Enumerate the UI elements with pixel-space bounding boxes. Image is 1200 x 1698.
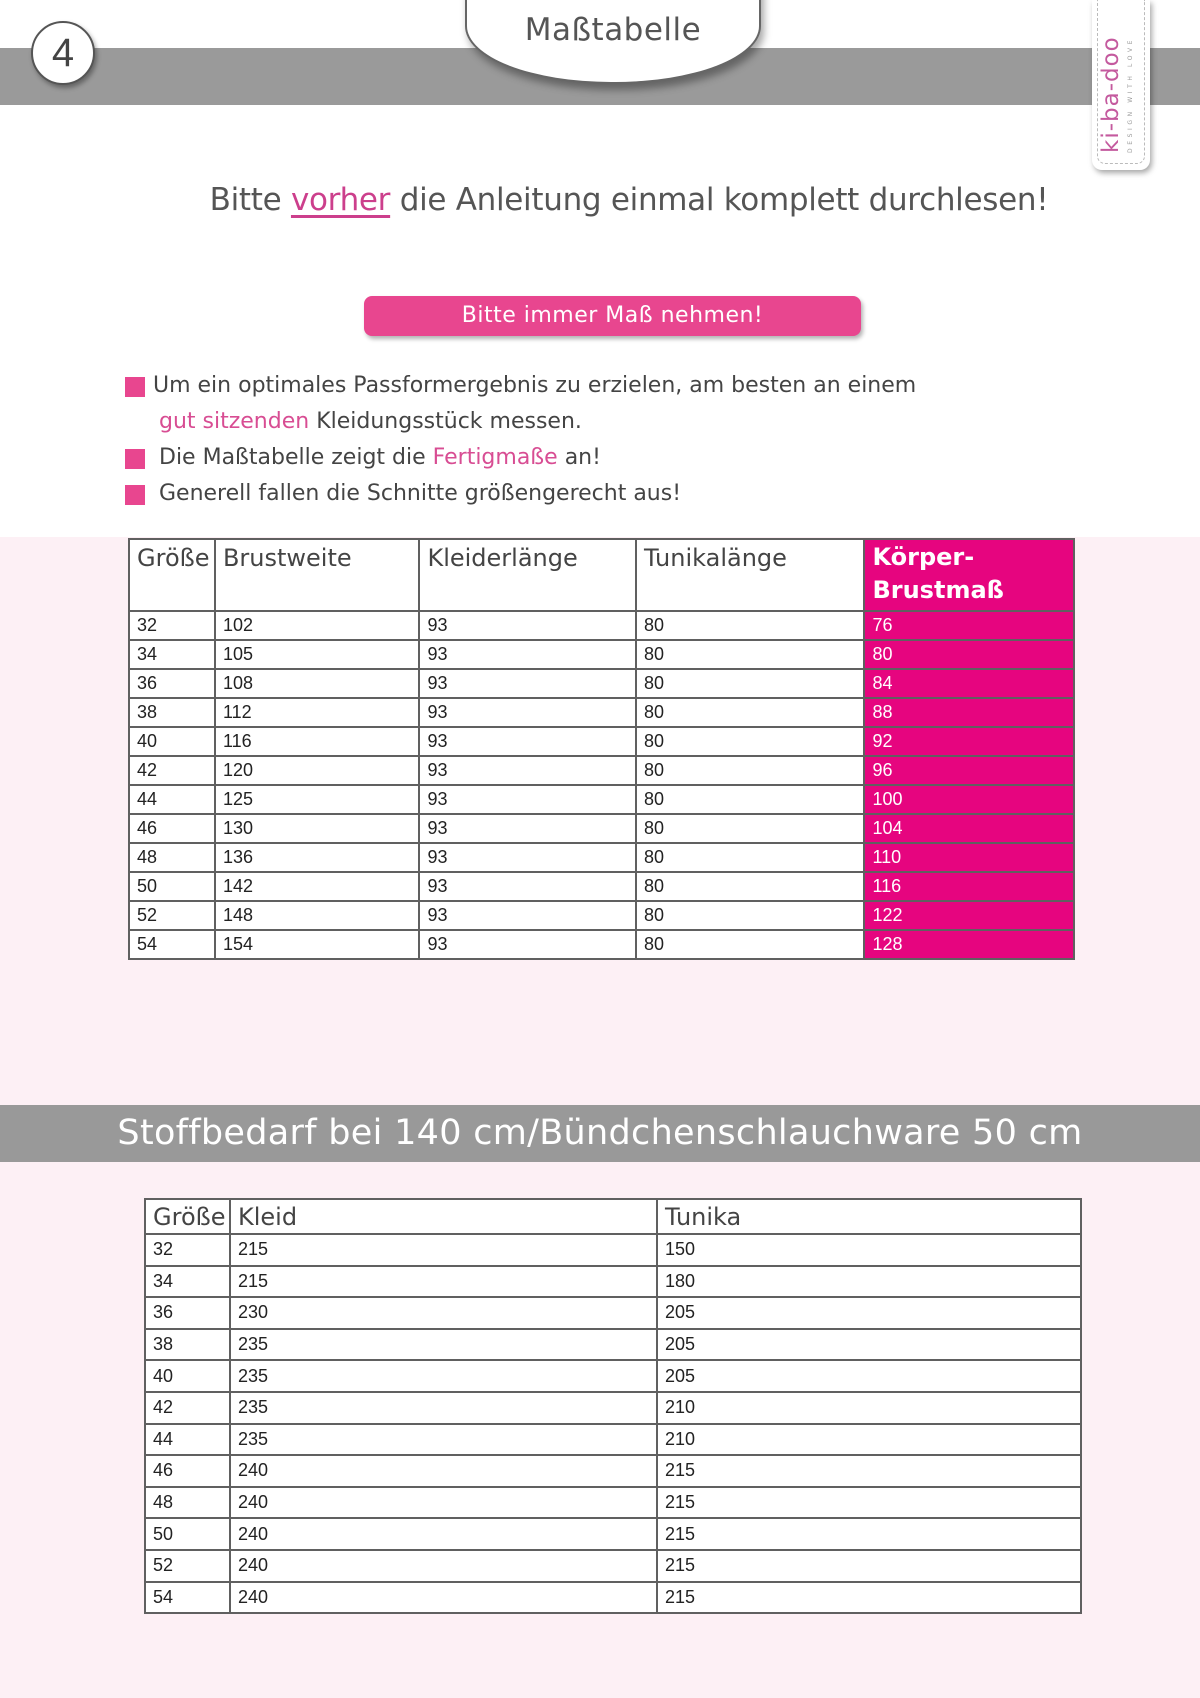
- table-cell: 80: [636, 669, 864, 698]
- tip-text: an!: [564, 445, 601, 470]
- table-cell: 80: [636, 698, 864, 727]
- header-cell: Brustweite: [215, 539, 420, 611]
- table-cell: 34: [145, 1266, 230, 1298]
- table-cell: 150: [657, 1234, 1081, 1266]
- table-cell: 46: [129, 814, 215, 843]
- table-row: [129, 901, 1074, 930]
- table-cell: 215: [230, 1266, 657, 1298]
- header-line: Brustmaß: [872, 576, 1004, 604]
- table-cell: 93: [419, 872, 636, 901]
- tip-highlight: Fertigmaße: [432, 445, 558, 470]
- table-row: [145, 1266, 1081, 1298]
- intro-suffix: die Anleitung einmal komplett durchlesen!: [399, 182, 1049, 218]
- table-cell: 205: [657, 1360, 1081, 1392]
- table-cell: 42: [145, 1392, 230, 1424]
- table-cell: 93: [419, 756, 636, 785]
- table-cell: 50: [129, 872, 215, 901]
- table-row: [129, 785, 1074, 814]
- table-cell: 54: [145, 1582, 230, 1614]
- table-cell: 38: [129, 698, 215, 727]
- table-cell: 93: [419, 640, 636, 669]
- page-number-badge: 4: [31, 21, 95, 85]
- table-cell: 116: [215, 727, 420, 756]
- fabric-table: [144, 1198, 1082, 1614]
- table-cell: 80: [864, 640, 1074, 669]
- table-cell: 112: [215, 698, 420, 727]
- table-cell: 110: [864, 843, 1074, 872]
- table-cell: 215: [657, 1455, 1081, 1487]
- header-cell-body-chest: [864, 539, 1074, 611]
- table-cell: 93: [419, 698, 636, 727]
- table-row: [129, 669, 1074, 698]
- header-line: Körper-: [872, 543, 975, 571]
- fabric-table-header: [145, 1199, 1081, 1234]
- table-row: [145, 1360, 1081, 1392]
- intro-highlight: vorher: [290, 182, 391, 218]
- table-cell: 235: [230, 1392, 657, 1424]
- table-cell: 92: [864, 727, 1074, 756]
- table-cell: 80: [636, 756, 864, 785]
- table-cell: 93: [419, 901, 636, 930]
- table-cell: 240: [230, 1455, 657, 1487]
- table-cell: 96: [864, 756, 1074, 785]
- table-cell: 93: [419, 727, 636, 756]
- table-cell: 128: [864, 930, 1074, 959]
- table-row: [129, 727, 1074, 756]
- table-row: [145, 1487, 1081, 1519]
- table-cell: 154: [215, 930, 420, 959]
- tip-text: Kleidungsstück messen.: [316, 409, 582, 434]
- table-cell: 76: [864, 611, 1074, 640]
- table-cell: 125: [215, 785, 420, 814]
- bullet-square-icon: [125, 377, 145, 397]
- table-cell: 240: [230, 1487, 657, 1519]
- table-cell: 46: [145, 1455, 230, 1487]
- header-cell: Größe: [129, 539, 215, 611]
- table-row: [145, 1234, 1081, 1266]
- table-cell: 235: [230, 1360, 657, 1392]
- intro-prefix: Bitte: [209, 182, 282, 218]
- table-cell: 80: [636, 872, 864, 901]
- table-cell: 230: [230, 1297, 657, 1329]
- table-cell: 116: [864, 872, 1074, 901]
- table-cell: 38: [145, 1329, 230, 1361]
- table-cell: 93: [419, 785, 636, 814]
- bullet-square-icon: [125, 449, 145, 469]
- table-cell: 240: [230, 1550, 657, 1582]
- fabric-section-title: Stoffbedarf bei 140 cm/Bündchenschlauchware 50 cm: [0, 1105, 1200, 1162]
- table-row: [129, 756, 1074, 785]
- intro-headline: [0, 182, 1200, 218]
- table-row: [129, 814, 1074, 843]
- brand-logo: ki-ba-doo: [1098, 36, 1124, 153]
- table-cell: 130: [215, 814, 420, 843]
- table-cell: 102: [215, 611, 420, 640]
- table-cell: 48: [129, 843, 215, 872]
- tip-highlight: gut sitzenden: [159, 409, 310, 434]
- tip-text: Die Maßtabelle zeigt die: [159, 445, 426, 470]
- size-table-header: [129, 539, 1074, 611]
- table-cell: 52: [145, 1550, 230, 1582]
- table-row: [145, 1518, 1081, 1550]
- table-cell: 93: [419, 930, 636, 959]
- table-cell: 44: [129, 785, 215, 814]
- tip-item: [125, 476, 1125, 512]
- tip-item: [125, 368, 1125, 440]
- header-cell: Kleid: [230, 1199, 657, 1234]
- table-cell: 80: [636, 843, 864, 872]
- table-cell: 120: [215, 756, 420, 785]
- table-cell: 210: [657, 1392, 1081, 1424]
- tip-text: Um ein optimales Passformergebnis zu erzielen, am besten an einem: [153, 373, 917, 398]
- table-row: [145, 1550, 1081, 1582]
- size-table: [128, 538, 1075, 960]
- header-cell: Tunika: [657, 1199, 1081, 1234]
- table-cell: 93: [419, 843, 636, 872]
- table-cell: 215: [657, 1487, 1081, 1519]
- table-row: [145, 1424, 1081, 1456]
- table-row: [129, 872, 1074, 901]
- table-cell: 93: [419, 814, 636, 843]
- table-cell: 104: [864, 814, 1074, 843]
- header-cell: Tunikalänge: [636, 539, 864, 611]
- table-cell: 142: [215, 872, 420, 901]
- tip-item: [125, 440, 1125, 476]
- table-cell: 136: [215, 843, 420, 872]
- table-cell: 215: [657, 1582, 1081, 1614]
- table-cell: 32: [145, 1234, 230, 1266]
- table-cell: 88: [864, 698, 1074, 727]
- table-row: [129, 843, 1074, 872]
- table-cell: 148: [215, 901, 420, 930]
- table-row: [145, 1297, 1081, 1329]
- brand-tagline: DESIGN WITH LOVE: [1127, 36, 1134, 153]
- table-row: [145, 1582, 1081, 1614]
- table-cell: 36: [129, 669, 215, 698]
- table-cell: 80: [636, 727, 864, 756]
- table-cell: 235: [230, 1424, 657, 1456]
- table-cell: 105: [215, 640, 420, 669]
- tip-text: Generell fallen die Schnitte größengerecht aus!: [159, 481, 682, 506]
- table-cell: 215: [657, 1550, 1081, 1582]
- measure-notice-banner: Bitte immer Maß nehmen!: [364, 296, 861, 336]
- table-row: [129, 930, 1074, 959]
- table-cell: 42: [129, 756, 215, 785]
- tips-list: [125, 368, 1125, 512]
- table-cell: 80: [636, 611, 864, 640]
- table-cell: 205: [657, 1297, 1081, 1329]
- table-cell: 80: [636, 930, 864, 959]
- header-cell: Größe: [145, 1199, 230, 1234]
- table-row: [129, 698, 1074, 727]
- table-cell: 215: [230, 1234, 657, 1266]
- table-cell: 36: [145, 1297, 230, 1329]
- table-cell: 100: [864, 785, 1074, 814]
- table-cell: 235: [230, 1329, 657, 1361]
- table-cell: 52: [129, 901, 215, 930]
- table-cell: 40: [129, 727, 215, 756]
- table-cell: 80: [636, 785, 864, 814]
- table-cell: 122: [864, 901, 1074, 930]
- table-cell: 180: [657, 1266, 1081, 1298]
- table-cell: 50: [145, 1518, 230, 1550]
- table-cell: 93: [419, 669, 636, 698]
- table-row: [145, 1455, 1081, 1487]
- table-cell: 84: [864, 669, 1074, 698]
- header-cell: Kleiderlänge: [419, 539, 636, 611]
- table-row: [129, 611, 1074, 640]
- table-cell: 32: [129, 611, 215, 640]
- table-cell: 80: [636, 901, 864, 930]
- table-cell: 44: [145, 1424, 230, 1456]
- table-cell: 210: [657, 1424, 1081, 1456]
- bullet-square-icon: [125, 485, 145, 505]
- table-row: [145, 1329, 1081, 1361]
- table-cell: 215: [657, 1518, 1081, 1550]
- table-cell: 80: [636, 814, 864, 843]
- table-cell: 240: [230, 1582, 657, 1614]
- table-row: [145, 1392, 1081, 1424]
- table-cell: 108: [215, 669, 420, 698]
- table-cell: 54: [129, 930, 215, 959]
- table-row: [129, 640, 1074, 669]
- table-cell: 205: [657, 1329, 1081, 1361]
- table-cell: 48: [145, 1487, 230, 1519]
- table-cell: 34: [129, 640, 215, 669]
- table-cell: 80: [636, 640, 864, 669]
- page-title: Maßtabelle: [524, 12, 702, 48]
- table-cell: 40: [145, 1360, 230, 1392]
- table-cell: 93: [419, 611, 636, 640]
- table-cell: 240: [230, 1518, 657, 1550]
